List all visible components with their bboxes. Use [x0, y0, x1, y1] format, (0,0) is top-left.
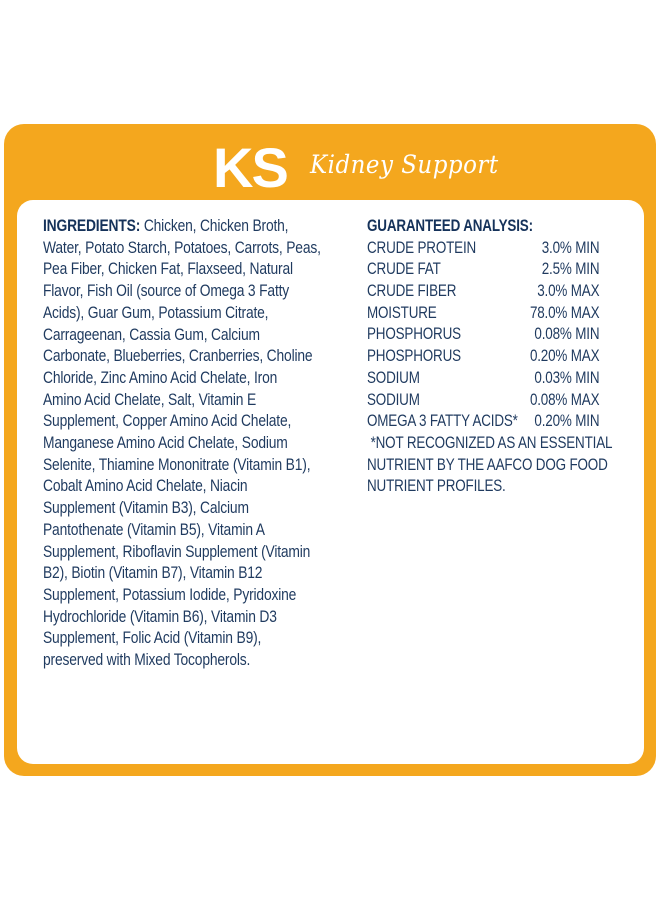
ingredients-line: Hydrochloride (Vitamin B6), Vitamin D3 [43, 607, 277, 626]
guaranteed-analysis-heading: GUARANTEED ANALYSIS: [367, 217, 533, 235]
ingredients-line: Carbonate, Blueberries, Cranberries, Choline [43, 347, 313, 366]
footnote-line: NUTRIENT PROFILES. [367, 477, 506, 496]
analysis-row [367, 303, 599, 325]
analysis-row [367, 346, 599, 368]
footnote-line: *NOT RECOGNIZED AS AN ESSENTIAL [367, 433, 613, 452]
nutrient-name: OMEGA 3 FATTY ACIDS* [367, 412, 518, 431]
analysis-row [367, 411, 599, 433]
ingredients-heading: INGREDIENTS: [43, 217, 141, 235]
guaranteed-analysis-section [367, 216, 617, 498]
analysis-row [367, 324, 599, 346]
ingredients-line: Supplement, Folic Acid (Vitamin B9), [43, 629, 262, 648]
nutrient-value: 0.03% MIN [534, 368, 600, 387]
ingredients-line: Chloride, Zinc Amino Acid Chelate, Iron [43, 368, 278, 387]
nutrient-name: CRUDE FAT [367, 260, 441, 279]
label-content-panel [17, 200, 644, 764]
ingredients-line: Supplement (Vitamin B3), Calcium [43, 499, 249, 518]
ingredients-line: Pea Fiber, Chicken Fat, Flaxseed, Natural [43, 260, 293, 279]
nutrient-value: 2.5% MIN [541, 260, 600, 279]
ingredients-line: Flavor, Fish Oil (source of Omega 3 Fatty [43, 282, 290, 301]
product-label-card [4, 124, 656, 776]
nutrient-name: CRUDE PROTEIN [367, 238, 477, 257]
nutrient-value: 0.20% MAX [529, 347, 600, 366]
nutrient-value: 3.0% MIN [541, 238, 600, 257]
ingredients-line: Acids), Guar Gum, Potassium Citrate, [43, 303, 269, 322]
nutrient-value: 0.20% MIN [534, 412, 600, 431]
label-header [4, 124, 656, 200]
footnote-line: NUTRIENT BY THE AAFCO DOG FOOD [367, 455, 608, 474]
nutrient-value: 78.0% MAX [529, 303, 600, 322]
ingredients-line: Selenite, Thiamine Mononitrate (Vitamin B1), [43, 455, 311, 474]
nutrient-name: SODIUM [367, 368, 420, 387]
nutrient-name: PHOSPHORUS [367, 347, 461, 366]
analysis-row [367, 368, 599, 390]
ingredients-line: INGREDIENTS: Chicken, Chicken Broth, [43, 217, 289, 235]
ingredients-line: Manganese Amino Acid Chelate, Sodium [43, 434, 288, 453]
ingredients-section [43, 216, 373, 672]
ingredients-line: Amino Acid Chelate, Salt, Vitamin E [43, 390, 257, 409]
ingredients-line: Water, Potato Starch, Potatoes, Carrots, Peas, [43, 238, 321, 257]
ingredients-line: Supplement, Potassium Iodide, Pyridoxine [43, 585, 297, 604]
nutrient-value: 3.0% MAX [537, 282, 600, 301]
nutrient-name: CRUDE FIBER [367, 282, 457, 301]
nutrient-name: MOISTURE [367, 303, 437, 322]
analysis-row [367, 390, 599, 412]
nutrient-value: 0.08% MIN [534, 325, 600, 344]
ingredients-line: B2), Biotin (Vitamin B7), Vitamin B12 [43, 564, 263, 583]
ingredients-line: Pantothenate (Vitamin B5), Vitamin A [43, 520, 265, 539]
ingredients-line: Cobalt Amino Acid Chelate, Niacin [43, 477, 248, 496]
analysis-row [367, 281, 599, 303]
product-name: Kidney Support [310, 150, 499, 179]
nutrient-name: PHOSPHORUS [367, 325, 461, 344]
nutrient-value: 0.08% MAX [529, 390, 600, 409]
nutrient-name: SODIUM [367, 390, 420, 409]
analysis-row [367, 238, 599, 260]
product-code: KS [213, 136, 287, 199]
analysis-row [367, 259, 599, 281]
ingredients-line: Carrageenan, Cassia Gum, Calcium [43, 325, 260, 344]
ingredients-line: preserved with Mixed Tocopherols. [43, 651, 251, 670]
ingredients-line: Supplement, Copper Amino Acid Chelate, [43, 412, 292, 431]
ingredients-line: Supplement, Riboflavin Supplement (Vitamin [43, 542, 311, 561]
